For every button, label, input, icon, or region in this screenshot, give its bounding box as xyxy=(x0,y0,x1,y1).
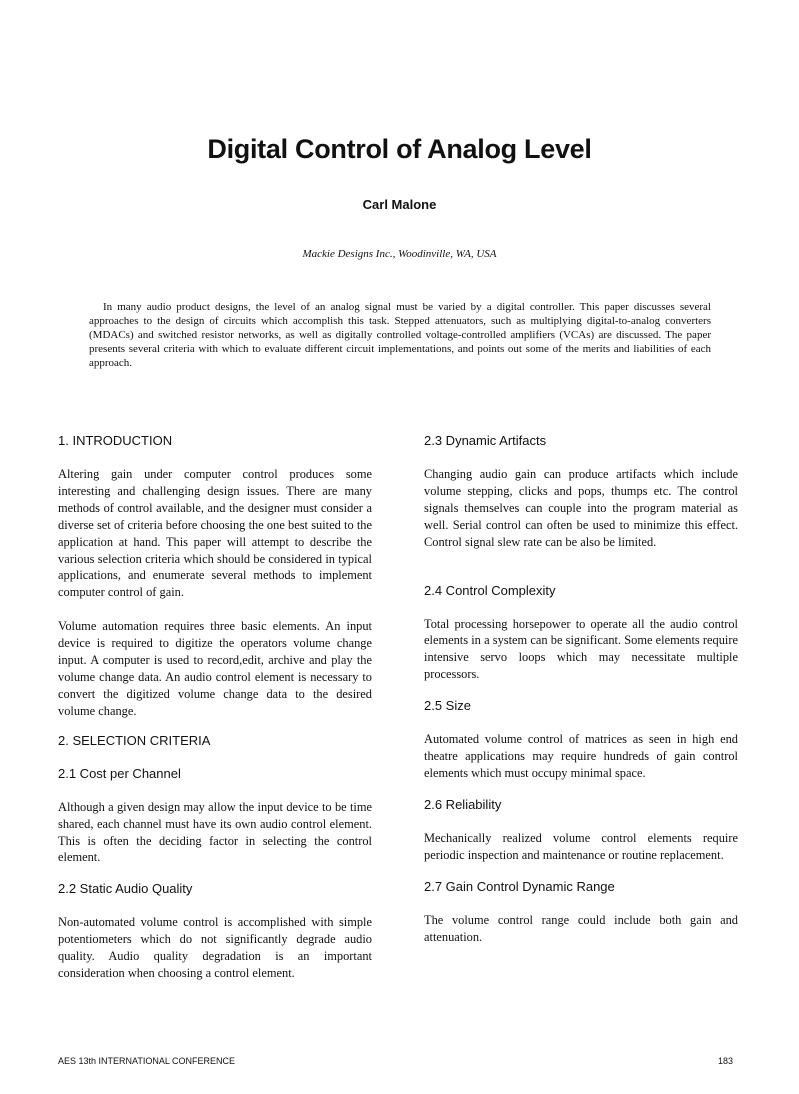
artifacts-paragraph: Changing audio gain can produce artifacts which include volume stepping, clicks and pops, thumps etc. The control signals themselves can couple into the program material as well. Serial control can often be used to minimize this effect. Control signal slew rate can be also be limited. xyxy=(424,467,738,549)
cost-paragraph: Although a given design may allow the input device to be time shared, each channel must have its own audio control element. This is often the deciding factor in selecting the control element. xyxy=(58,799,372,865)
left-column xyxy=(58,433,372,982)
paper-title: Digital Control of Analog Level xyxy=(207,134,592,164)
subsection-heading-dynamic-artifacts: 2.3 Dynamic Artifacts xyxy=(424,433,547,448)
subsection-heading-dynamic-range: 2.7 Gain Control Dynamic Range xyxy=(424,878,615,894)
quality-paragraph: Non-automated volume control is accomplished with simple potentiometers which do not significantly degrade audio quality. Audio quality degradation is an important consideration when choosing a control element. xyxy=(58,915,372,981)
range-paragraph: The volume control range could include both gain and attenuation. xyxy=(424,912,738,944)
reliability-paragraph: Mechanically realized volume control elements require periodic inspection and maintenance or routine replacement. xyxy=(424,830,738,862)
size-paragraph: Automated volume control of matrices as seen in high end theatre applications may require hundreds of gain control elements which must occupy minimal space. xyxy=(424,732,738,780)
subsection-heading-cost: 2.1 Cost per Channel xyxy=(58,765,181,781)
subsection-heading-size: 2.5 Size xyxy=(424,698,471,714)
subsection-heading-static-quality: 2.2 Static Audio Quality xyxy=(58,881,193,897)
subsection-heading-reliability: 2.6 Reliability xyxy=(424,796,502,812)
intro-paragraph-2: Volume automation requires three basic elements. An input device is required to digitize the operators volume change input. A computer is used to record,edit, archive and play the volume change data. An audio control element is necessary to convert the digitized volume change data to the desired volume change. xyxy=(58,619,372,718)
right-column xyxy=(424,433,738,946)
section-heading-introduction: 1. INTRODUCTION xyxy=(58,433,173,448)
subsection-heading-control-complexity: 2.4 Control Complexity xyxy=(424,582,556,598)
complexity-paragraph: Total processing horsepower to operate all the audio control elements in a system can be significant. Some elements require intensive servo loops which may necessitate multiple processors. xyxy=(424,616,738,682)
intro-paragraph-1: Altering gain under computer control produces some interesting and challenging design issues. There are many methods of control available, and the designer must consider a diverse set of criteria before choosing the one best suited to the application at hand. This paper will attempt to describe the various selection criteria which should be considered in typical applications, and enumerate several methods to implement computer control of gain. xyxy=(58,467,372,600)
footer-conference: AES 13th INTERNATIONAL CONFERENCE xyxy=(58,1056,236,1066)
abstract: In many audio product designs, the level of an analog signal must be varied by a digital controller. This paper discusses several approaches to the design of circuits which accomplish this task. Stepped attenuators, such as multiplying digital-to-analog converters (MDACs) and switched resistor networks, as well as digitally controlled voltage-controlled amplifiers (VCAs) are discussed. The paper presents several criteria with which to evaluate different circuit implementations, and points out some of the merits and liabilities of each approach. xyxy=(89,301,711,369)
author-affiliation: Mackie Designs Inc., Woodinville, WA, USA xyxy=(302,248,497,260)
author-name: Carl Malone xyxy=(362,197,437,212)
page-number: 183 xyxy=(718,1056,734,1066)
section-heading-selection-criteria: 2. SELECTION CRITERIA xyxy=(58,732,211,748)
